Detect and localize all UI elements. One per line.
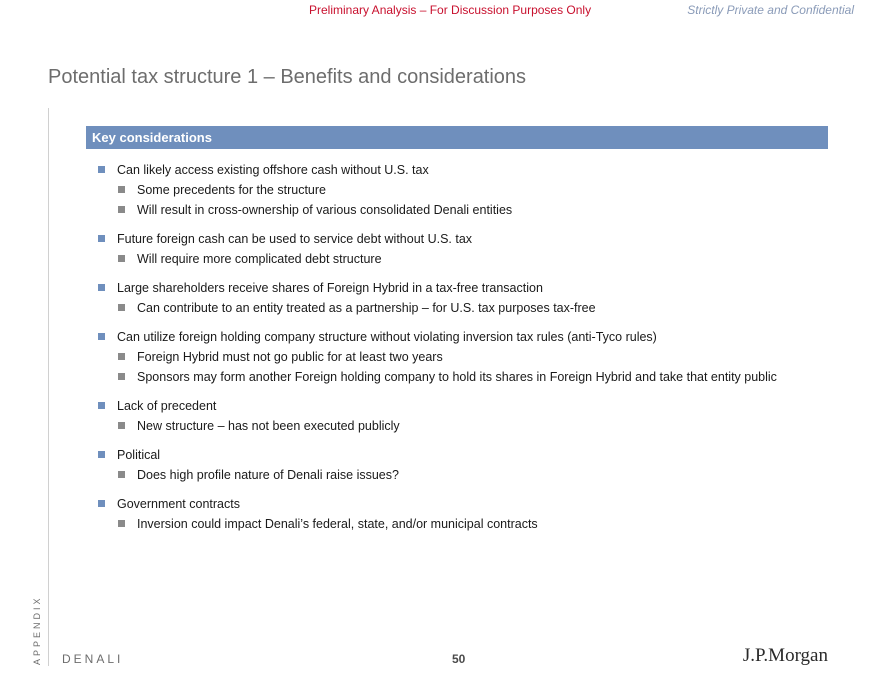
bullet-square-icon bbox=[98, 333, 105, 340]
jpmorgan-logo: J.P.Morgan bbox=[742, 645, 828, 666]
sub-bullet-square-icon bbox=[118, 304, 125, 311]
confidentiality-banner: Strictly Private and Confidential bbox=[687, 3, 854, 17]
bullet-text: Government contracts bbox=[117, 497, 240, 511]
page-number: 50 bbox=[452, 652, 466, 666]
list-item bbox=[98, 229, 838, 269]
list-item bbox=[98, 327, 838, 387]
sub-bullet-text: New structure – has not been executed publicly bbox=[137, 419, 400, 433]
bullet-square-icon bbox=[98, 500, 105, 507]
bullet-square-icon bbox=[98, 284, 105, 291]
bullet-square-icon bbox=[98, 166, 105, 173]
sub-bullet-square-icon bbox=[118, 186, 125, 193]
sub-bullet-text: Does high profile nature of Denali raise issues? bbox=[137, 468, 399, 482]
bullet-text: Can utilize foreign holding company structure without violating inversion tax rules (anti-Tyco rules) bbox=[117, 330, 657, 344]
sub-bullet-text: Inversion could impact Denali’s federal, state, and/or municipal contracts bbox=[137, 517, 538, 531]
sub-bullet-text: Will result in cross-ownership of various consolidated Denali entities bbox=[137, 203, 513, 217]
bullet-text: Large shareholders receive shares of Foreign Hybrid in a tax-free transaction bbox=[117, 281, 543, 295]
list-item bbox=[98, 494, 838, 534]
section-header-label: Key considerations bbox=[92, 130, 212, 145]
sub-bullet-square-icon bbox=[118, 471, 125, 478]
bullet-text: Future foreign cash can be used to service debt without U.S. tax bbox=[117, 232, 473, 246]
sub-bullet-square-icon bbox=[118, 520, 125, 527]
bullet-square-icon bbox=[98, 451, 105, 458]
draft-banner: Preliminary Analysis – For Discussion Purposes Only bbox=[309, 3, 592, 17]
bullet-text: Can likely access existing offshore cash without U.S. tax bbox=[117, 163, 429, 177]
sub-bullet-square-icon bbox=[118, 353, 125, 360]
bullet-text: Lack of precedent bbox=[117, 399, 217, 413]
appendix-label: APPENDIX bbox=[32, 595, 42, 665]
sub-bullet-square-icon bbox=[118, 206, 125, 213]
list-item bbox=[98, 278, 838, 318]
sub-bullet-square-icon bbox=[118, 255, 125, 262]
sub-bullet-text: Some precedents for the structure bbox=[137, 183, 326, 197]
list-item bbox=[98, 445, 838, 485]
sub-bullet-text: Foreign Hybrid must not go public for at least two years bbox=[137, 350, 443, 364]
bullet-square-icon bbox=[98, 402, 105, 409]
bullet-square-icon bbox=[98, 235, 105, 242]
sub-bullet-text: Will require more complicated debt structure bbox=[137, 252, 382, 266]
sub-bullet-text: Can contribute to an entity treated as a partnership – for U.S. tax purposes tax-free bbox=[137, 301, 596, 315]
considerations-list bbox=[98, 160, 838, 543]
bullet-text: Political bbox=[117, 448, 161, 462]
section-header bbox=[86, 126, 828, 149]
list-item bbox=[98, 396, 838, 436]
list-item bbox=[98, 160, 838, 220]
sub-bullet-text: Sponsors may form another Foreign holding company to hold its shares in Foreign Hybrid and take that entity public bbox=[137, 370, 777, 384]
sub-bullet-square-icon bbox=[118, 373, 125, 380]
project-code: DENALI bbox=[62, 652, 124, 666]
sub-bullet-square-icon bbox=[118, 422, 125, 429]
left-divider bbox=[48, 108, 49, 666]
page-title: Potential tax structure 1 – Benefits and considerations bbox=[48, 66, 527, 88]
